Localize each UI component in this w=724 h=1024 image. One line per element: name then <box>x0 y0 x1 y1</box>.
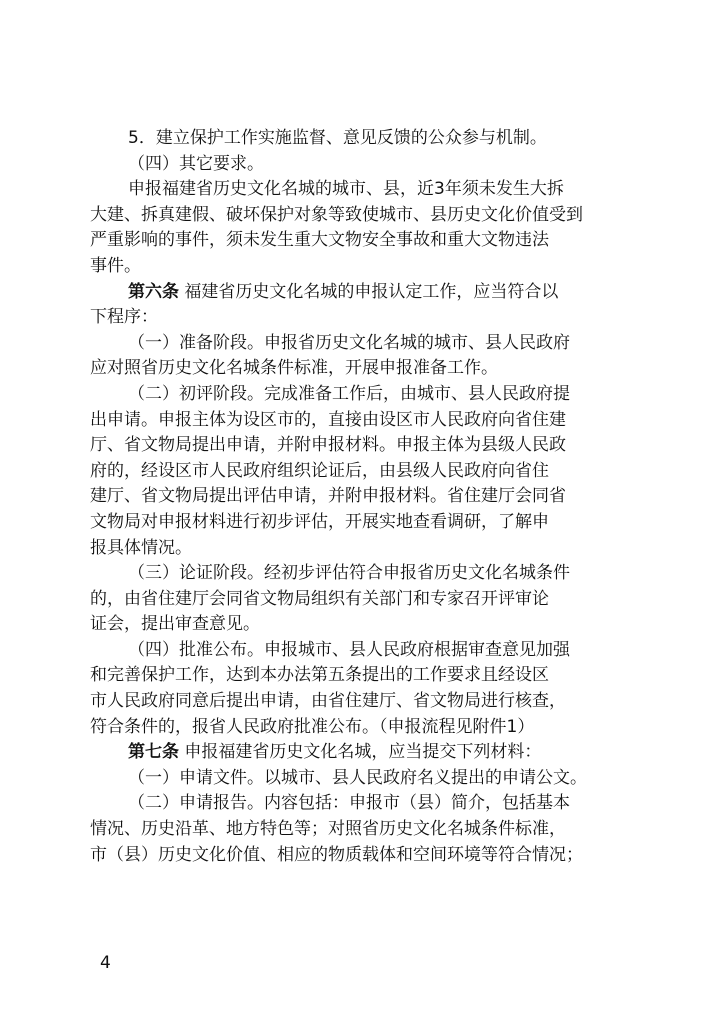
article-six-text: 福建省历史文化名城的申报认定工作，应当符合以 <box>184 281 559 302</box>
paragraph-line: 出申请。申报主体为设区市的，直接由设区市人民政府向省住建 <box>90 409 566 430</box>
article-seven-text: 申报福建省历史文化名城，应当提交下列材料： <box>184 742 542 763</box>
paragraph-line: 符合条件的，报省人民政府批准公布。（申报流程见附件1） <box>90 716 535 737</box>
document-body <box>90 126 645 868</box>
paragraph-line: 下程序： <box>90 307 158 328</box>
paragraph-line: 建厅、省文物局提出评估申请，并附申报材料。省住建厅会同省 <box>90 486 566 507</box>
paragraph-line: （四）批准公布。申报城市、县人民政府根据审查意见加强 <box>128 639 570 660</box>
paragraph-line: 严重影响的事件，须未发生重大文物安全事故和重大文物违法 <box>90 230 549 251</box>
article-six-line <box>90 280 645 306</box>
paragraph-line: 申报福建省历史文化名城的城市、县，近3年须未发生大拆 <box>128 179 564 200</box>
paragraph-line: 5．建立保护工作实施监督、意见反馈的公众参与机制。 <box>128 128 547 148</box>
paragraph-line: （二）初评阶段。完成准备工作后，由城市、县人民政府提 <box>128 383 570 404</box>
paragraph-line: 市人民政府同意后提出申请，由省住建厅、省文物局进行核查， <box>90 691 566 712</box>
section-heading-line: （四）其它要求。 <box>128 153 264 174</box>
paragraph-line: 文物局对申报材料进行初步评估，开展实地查看调研，了解申 <box>90 511 549 532</box>
page-number: 4 <box>100 953 111 973</box>
paragraph-line: （一）申请文件。以城市、县人民政府名义提出的申请公文。 <box>128 767 587 788</box>
paragraph-line: 和完善保护工作，达到本办法第五条提出的工作要求且经设区 <box>90 665 549 686</box>
paragraph-line: （三）论证阶段。经初步评估符合申报省历史文化名城条件 <box>128 563 570 584</box>
paragraph-line: 应对照省历史文化名城条件标准，开展申报准备工作。 <box>90 358 498 379</box>
paragraph-line: （二）申请报告。内容包括：申报市（县）简介，包括基本 <box>128 793 570 814</box>
paragraph-line: 厅、省文物局提出申请，并附申报材料。申报主体为县级人民政 <box>90 435 566 456</box>
paragraph-line: 证会，提出审查意见。 <box>90 614 260 635</box>
paragraph-line: 大建、拆真建假、破坏保护对象等致使城市、县历史文化价值受到 <box>90 204 583 225</box>
paragraph-line: 府的，经设区市人民政府组织论证后，由县级人民政府向省住 <box>90 460 549 481</box>
article-six-label: 第六条 <box>128 281 179 302</box>
paragraph-line: 报具体情况。 <box>90 537 192 558</box>
article-seven-label: 第七条 <box>128 742 179 763</box>
paragraph-line: （一）准备阶段。申报省历史文化名城的城市、县人民政府 <box>128 332 570 353</box>
paragraph-line: 事件。 <box>90 255 141 276</box>
paragraph-line: 市（县）历史文化价值、相应的物质载体和空间环境等符合情况； <box>90 844 583 865</box>
article-seven-line <box>90 740 645 766</box>
paragraph-line: 情况、历史沿革、地方特色等；对照省历史文化名城条件标准， <box>90 819 566 840</box>
paragraph-line: 的，由省住建厅会同省文物局组织有关部门和专家召开评审论 <box>90 588 549 609</box>
